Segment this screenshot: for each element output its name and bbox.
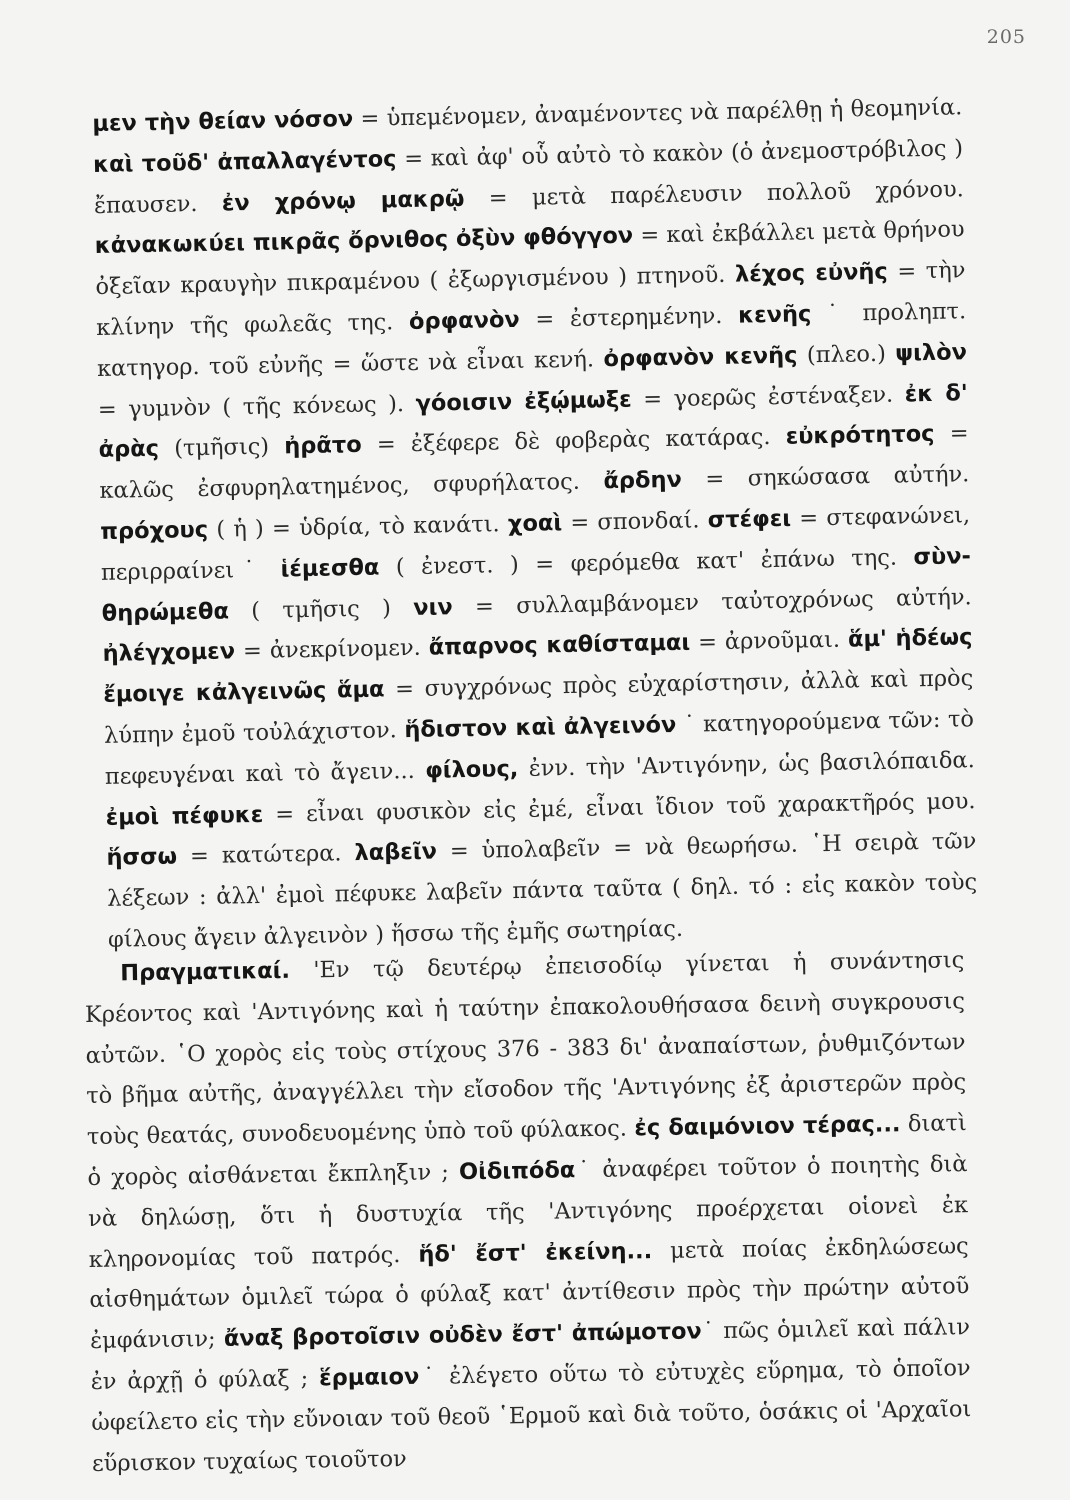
gloss: = σηκώσασα αὐτήν.: [705, 461, 970, 493]
lemma: ὀρφανὸν κενῆς: [603, 342, 798, 373]
pragmatikai-paragraph: [84, 940, 972, 1484]
lemma: ἄπαρνος καθίσταμαι: [428, 629, 691, 661]
gloss: = στεφανώνει, περιρραίνει˙: [100, 502, 971, 586]
gloss: = καλῶς ἐσφυρηλατημένος, σφυρήλατος.: [99, 420, 969, 505]
page-number: 205: [986, 26, 1026, 48]
gloss: = ἐστερημένην.: [535, 302, 723, 333]
gloss: ˙ ἀναφέρει τοῦτον ὁ ποιητὴς διὰ νὰ δηλώσῃ, ὅτι ἡ δυστυχία τῆς 'Αντιγόνης προέρχεται οἱονεὶ ἐκ κληρονομίας τοῦ πατρός.: [87, 1151, 969, 1273]
commentary-notes: [92, 87, 978, 960]
gloss: ( ἡ ) = ὑδρία, τὸ κανάτι.: [216, 511, 500, 543]
lemma: ἐκ δ' ἀρὰς: [98, 379, 968, 464]
gloss: = μετὰ παρέλευσιν πολλοῦ χρόνου.: [488, 175, 965, 211]
gloss: = τὴν κλίνην τῆς φωλεᾶς της.: [96, 257, 966, 341]
lemma: καὶ τοῦδ' ἀπαλλαγέντος: [92, 145, 397, 178]
lemma: ἠρᾶτο: [284, 432, 362, 460]
lemma: χοαὶ: [507, 510, 563, 538]
gloss: = ὑπεμένομεν, ἀναμένοντες νὰ παρέλθῃ ἡ θεομηνία.: [360, 94, 963, 132]
gloss: ( τμῆσις ): [251, 594, 392, 624]
lemma: σὺν-θηρώμεθα: [101, 542, 972, 627]
lemma: ἐς δαιμόνιον τέρας...: [634, 1111, 901, 1142]
lemma: ἄρδην: [603, 466, 683, 495]
lemma: ἥσσω: [106, 843, 178, 872]
gloss: (τμῆσις): [173, 434, 270, 462]
section-heading: Πραγματικαί.: [120, 957, 291, 987]
gloss: (πλεο.): [806, 340, 887, 369]
lemma: λέχος εὐνῆς: [734, 258, 888, 288]
gloss: = καὶ ἐκβάλλει μετὰ θρήνου ὀξεῖαν κραυγὴν πικραμένου ( ἐξωργισμένου ) πτηνοῦ.: [95, 216, 965, 301]
gloss: = σπονδαί.: [570, 507, 700, 536]
lemma: ἕρμαιον: [318, 1363, 420, 1392]
gloss: = ἀνεκρίνομεν.: [242, 635, 422, 665]
lemma: πρόχους: [99, 516, 209, 545]
lemma: νιν: [412, 593, 453, 621]
lemma: εὐκρότητος: [785, 421, 935, 451]
gloss: μετὰ ποίας ἐκδηλώσεως αἰσθημάτων ὁμιλεῖ τώρα ὁ φύλαξ κατ' ἀντίθεσιν πρὸς τὴν πρώτην αὐτοῦ ἐμφάνισιν;: [89, 1232, 970, 1355]
lemma: Οἰδιπόδα: [458, 1157, 576, 1186]
lemma: μεν τὴν θείαν νόσον: [92, 105, 354, 137]
lemma: κἀνακωκύει πικρᾶς ὄρνιθος ὀξὺν φθόγγον: [94, 223, 634, 260]
lemma: ἠλέγχομεν: [102, 638, 236, 668]
lemma: ἱέμεσθα: [280, 554, 380, 583]
commentary-paragraph: [92, 87, 978, 960]
lemma: λαβεῖν: [354, 838, 438, 867]
gloss: ˙ πῶς ὁμιλεῖ καὶ πάλιν ἐν ἀρχῇ ὁ φύλαξ ;: [90, 1314, 971, 1395]
lemma: φίλους,: [424, 755, 519, 784]
lemma: ἐμοὶ πέφυκε: [105, 801, 264, 831]
lemma: κενῆς: [737, 301, 812, 329]
gloss: = ἐξέφερε δὲ φοβερὰς κατάρας.: [376, 424, 771, 458]
gloss: = συλλαμβάνομεν ταὐτοχρόνως αὐτήν.: [474, 583, 972, 620]
lemma: ἐν χρόνῳ μακρῷ: [221, 185, 465, 217]
gloss: = εἶναι φυσικὸν εἰς ἐμέ, εἶναι ἴδιον τοῦ χαρακτῆρός μου.: [275, 787, 976, 828]
lemma: ἥδιστον καὶ ἀλγεινόν: [404, 711, 677, 744]
gloss: ( ἐνεστ. ) = φερόμεθα κατ' ἐπάνω της.: [395, 544, 898, 581]
gloss: = γοερῶς ἐστέναξεν.: [642, 381, 894, 413]
gloss: = καὶ ἀφ' οὗ αὐτὸ τὸ κακὸν (ὁ ἀνεμοστρόβιλος ) ἔπαυσεν.: [93, 135, 964, 219]
lemma: γόοισιν ἐξῴμωξε: [415, 386, 632, 417]
lemma: ἅμ' ἡδέως ἔμοιγε κἀλγεινῶς: [103, 624, 973, 709]
lemma: ἅμα: [336, 676, 385, 704]
gloss: = ὑπολαβεῖν = νὰ θεωρήσω. ῾Η σειρὰ τῶν λέξεων : ἀλλ' ἐμοὶ πέφυκε λαβεῖν πάντα ταῦτα ( δηλ. τό : εἰς κακὸν τοὺς φίλους ἄγειν ἀλγεινὸν ) ἥσσω τῆς ἐμῆς σωτηρίας.: [107, 828, 978, 953]
gloss: διατὶ ὁ χορὸς αἰσθάνεται ἔκπληξιν ;: [87, 1110, 967, 1191]
lemma: ἥδ' ἔστ' ἐκείνη...: [418, 1237, 653, 1268]
gloss: = ἀρνοῦμαι.: [697, 627, 841, 656]
gloss: ἐνν. τὴν 'Αντιγόνην, ὡς βασιλόπαιδα.: [528, 746, 976, 782]
gloss: 'Εν τῷ δευτέρῳ ἐπεισοδίῳ γίνεται ἡ συνάντησις Κρέοντος καὶ 'Αντιγόνης καὶ ἡ ταύτην ἐπακολουθήσασα δεινὴ συγκρουσις αὐτῶν. ῾Ο χορὸς εἰς τοὺς στίχους 376 - 383 δι' ἀναπαίστων, ῥυθμιζόντων τὸ βῆμα αὐτῆς, ἀναγγέλλει τὴν εἴσοδον τῆς 'Αντιγόνης ἐξ ἀριστερῶν πρὸς τοὺς θεατάς, συνοδευομένης ὑπὸ τοῦ φύλακος.: [84, 947, 967, 1151]
gloss: = κατώτερα.: [189, 840, 342, 870]
gloss: ˙ προληπτ. κατηγορ. τοῦ εὐνῆς = ὥστε νὰ εἶναι κενή.: [96, 298, 967, 382]
gloss: ˙ κατηγορούμενα τῶν: τὸ πεφευγέναι καὶ τὸ ἄγειν...: [104, 706, 975, 790]
pragmatikai-section: [84, 940, 972, 1484]
gloss: = συγχρόνως πρὸς εὐχαρίστησιν, ἀλλὰ καὶ πρὸς λύπην ἐμοῦ τοὐλάχιστον.: [103, 665, 974, 749]
lemma: ὀρφανὸν: [408, 306, 520, 335]
lemma: στέφει: [707, 505, 792, 534]
lemma: ψιλὸν: [895, 339, 968, 367]
gloss: = γυμνὸν ( τῆς κόνεως ).: [97, 390, 405, 423]
lemma: ἄναξ βροτοῖσιν οὐδὲν ἔστ' ἀπώμοτον: [223, 1318, 702, 1353]
gloss: ˙ ἐλέγετο οὕτω τὸ εὐτυχὲς εὕρημα, τὸ ὁποῖον ὠφείλετο εἰς τὴν εὔνοιαν τοῦ θεοῦ ῾Ερμοῦ καὶ διὰ τοῦτο, ὁσάκις οἱ 'Αρχαῖοι εὕρισκον τυχαίως τοιοῦτον: [91, 1355, 972, 1477]
